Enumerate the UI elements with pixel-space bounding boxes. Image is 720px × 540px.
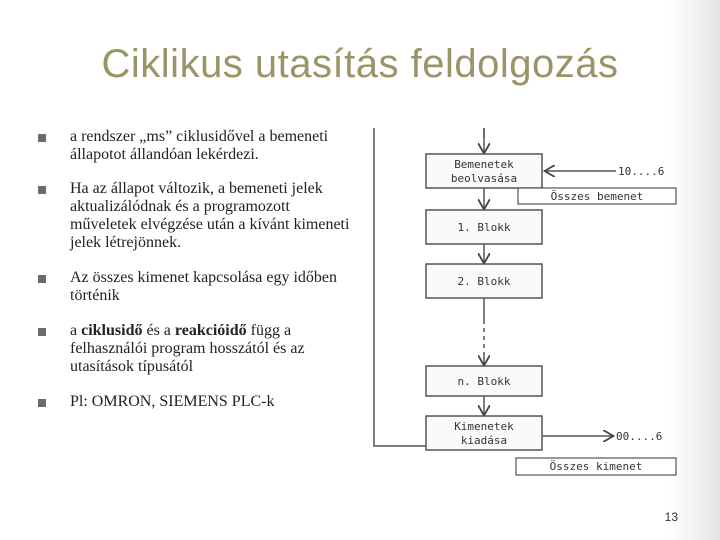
bullet-text-part: függ a felhasználói program hosszától és az utasítások típusától — [70, 322, 305, 375]
page-number: 13 — [664, 510, 678, 524]
bullet-item — [38, 269, 358, 305]
all-inputs-label: Összes bemenet — [550, 190, 644, 203]
slide-title: Ciklikus utasítás feldolgozás — [101, 42, 619, 86]
all-outputs-label: Összes kimenet — [549, 460, 643, 473]
bullet-text: Ha az állapot változik, a bemeneti jelek aktualizálódnak és a programozott műveletek elvégzése után a kívánt kimeneti jelek létrejönnek. — [70, 180, 350, 251]
square-bullet-icon — [38, 134, 46, 142]
bullet-text: Az összes kimenet kapcsolása egy időben történik — [70, 269, 338, 304]
bullet-text-part: és a — [142, 322, 175, 339]
input-block-line2: beolvasása — [450, 172, 518, 185]
input-block-line1: Bemenetek — [454, 158, 514, 171]
bullet-item — [38, 128, 358, 164]
bullet-text-bold: reakcióidő — [174, 322, 247, 339]
bullet-list — [38, 128, 358, 411]
output-block-line2: kiadása — [460, 434, 508, 447]
input-range: 10....6 — [618, 165, 665, 178]
square-bullet-icon — [38, 275, 46, 283]
square-bullet-icon — [38, 186, 46, 194]
bullet-text-part: a — [70, 322, 82, 339]
output-block-line1: Kimenetek — [454, 420, 514, 433]
bullet-text: a rendszer „ms” ciklusidővel a bemeneti állapotot állandóan lekérdezi. — [70, 128, 329, 163]
plc-cycle-diagram — [366, 124, 686, 484]
block-1-label: 1. Blokk — [457, 221, 511, 234]
bullet-text: Pl: OMRON, SIEMENS PLC-k — [70, 393, 275, 410]
output-range: 00....6 — [616, 430, 663, 443]
bullet-text-bold: ciklusidő — [81, 322, 143, 339]
square-bullet-icon — [38, 328, 46, 336]
bullet-item — [38, 322, 358, 376]
block-2-label: 2. Blokk — [457, 275, 511, 288]
square-bullet-icon — [38, 399, 46, 407]
bullet-item — [38, 180, 358, 252]
block-n-label: n. Blokk — [457, 375, 511, 388]
bullet-item — [38, 393, 358, 411]
